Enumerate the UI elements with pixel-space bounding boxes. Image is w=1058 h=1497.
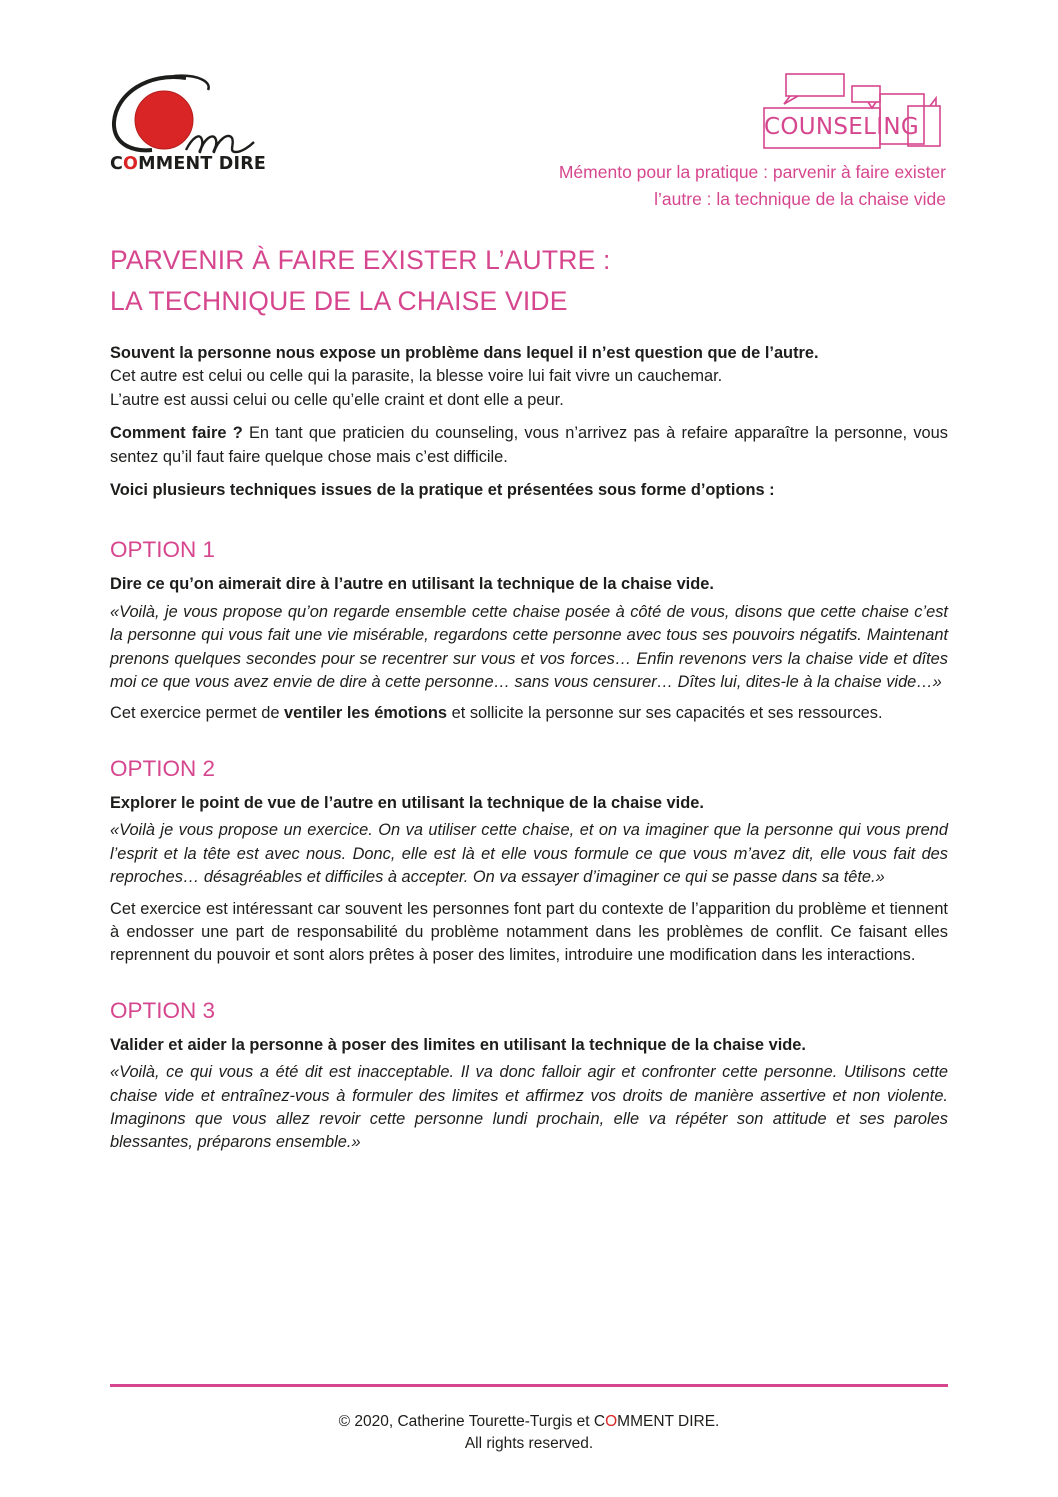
- comment-dire-logo: [108, 72, 308, 184]
- option-3-title: OPTION 3: [110, 997, 216, 1023]
- option-2-quote: «Voilà je vous propose un exercice. On va utiliser cette chaise, et on va imaginer que la personne qui vous prend l’esprit et la tête est avec nous. Donc, elle est là et elle vous formule ce que vous m’avez dit, elle vous fait des reproches… désagréables et difficiles à accepter. On va essayer d’imaginer ce qui se passe dans sa tête.»: [110, 821, 948, 887]
- memento-subtitle: [386, 159, 946, 213]
- option-2-comment: Cet exercice est intéressant car souvent les personnes font part du contexte de l’apparition du problème et tiennent à endosser une part de responsabilité du problème notamment dans les problèmes de conflit. Ce faisant elles reprennent du pouvoir et sont alors prêtes à poser des limites, introduire une modification dans les interactions.: [110, 899, 948, 965]
- memento-line-1: Mémento pour la pratique : parvenir à faire exister: [558, 162, 946, 182]
- how-label: Comment faire ?: [110, 424, 243, 443]
- option-2-title: OPTION 2: [110, 755, 216, 781]
- option-3-subtitle: Valider et aider la personne à poser des limites en utilisant la technique de la chaise vide.: [110, 1035, 806, 1054]
- option-1-quote: «Voilà, je vous propose qu’on regarde ensemble cette chaise posée à côté de vous, disons que cette chaise c’est la personne qui vous fait une vie misérable, regardons cette personne avec tous ses pouvoirs négatifs. Maintenant prenons quelques secondes pour se recentrer sur vous et vos forces… Enfin revenons vers la chaise vide et dîtes moi ce que vous avez envie de dire à cette personne… sans vous censurer… Dîtes lui, dites-le à la chaise vide…»: [110, 602, 948, 692]
- logo-wordmark: COMMENT DIRE: [110, 154, 267, 174]
- counseling-label: COUNSELING: [764, 114, 919, 140]
- option-3-quote: «Voilà, ce qui vous a été dit est inacceptable. Il va donc falloir agir et confronter cette personne. Utilisons cette chaise vide et entraînez-vous à formuler des limites et affirmez vos droits de manière assertive et non violente. Imaginons que vous allez revoir cette personne lundi prochain, elle va répéter son attitude et ses paroles blessantes, préparons ensemble.»: [110, 1063, 948, 1152]
- counseling-badge: [760, 70, 960, 150]
- intro-lead: Souvent la personne nous expose un problème dans lequel il n’est question que de l’autre.: [110, 344, 819, 362]
- page-title: [110, 240, 950, 322]
- footer-line-2: All rights reserved.: [464, 1435, 594, 1452]
- title-line-1: PARVENIR À FAIRE EXISTER L’AUTRE :: [110, 245, 611, 275]
- document-body: [110, 342, 948, 1155]
- option-1-comment-bold: ventiler les émotions: [284, 704, 448, 723]
- option-1-title: OPTION 1: [110, 537, 216, 563]
- option-1-subtitle: Dire ce qu’on aimerait dire à l’autre en utilisant la technique de la chaise vide.: [110, 575, 714, 594]
- title-line-2: LA TECHNIQUE DE LA CHAISE VIDE: [110, 286, 568, 316]
- footer-line-1: © 2020, Catherine Tourette-Turgis et COMMENT DIRE.: [338, 1413, 720, 1430]
- option-1-comment: Cet exercice permet de ventiler les émotions et sollicite la personne sur ses capacités et ses ressources.: [110, 704, 883, 723]
- intro-line-3: L’autre est aussi celui ou celle qu’elle craint et dont elle a peur.: [110, 390, 564, 409]
- footer-divider: [110, 1384, 948, 1387]
- how-paragraph: [110, 422, 948, 469]
- footer-copyright: [110, 1411, 948, 1455]
- techniques-intro: Voici plusieurs techniques issues de la pratique et présentées sous forme d’options :: [110, 481, 775, 500]
- memento-line-2: l’autre : la technique de la chaise vide: [654, 189, 946, 209]
- option-2-subtitle: Explorer le point de vue de l’autre en utilisant la technique de la chaise vide.: [110, 793, 704, 812]
- logo-mark-icon: [108, 72, 308, 162]
- how-text: En tant que praticien du counseling, vous n’arrivez pas à refaire apparaître la personne, vous sentez qu’il faut faire quelque chose mais c’est difficile.: [110, 424, 948, 466]
- intro-line-2: Cet autre est celui ou celle qui la parasite, la blesse voire lui fait vivre un cauchemar.: [110, 367, 723, 386]
